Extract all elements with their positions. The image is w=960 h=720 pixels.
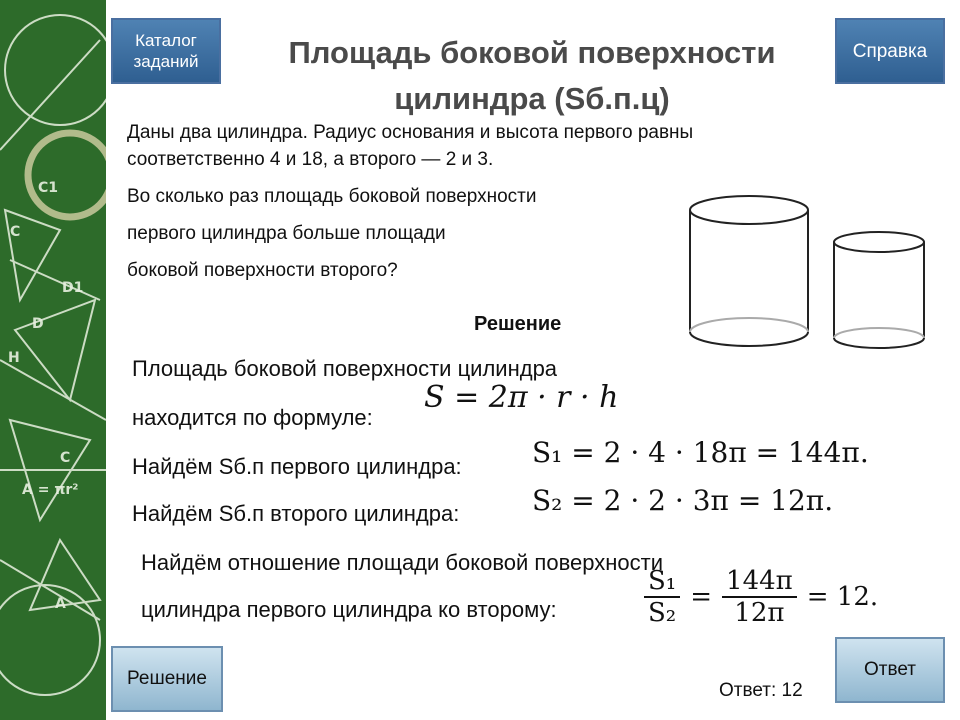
formula-s2: S₂ = 2 · 2 · 3π = 12π.	[532, 484, 834, 517]
page-title-line1: Площадь боковой поверхности	[288, 35, 776, 70]
ratio-denominator-2: 12π	[734, 598, 785, 628]
svg-text:A = πr²: A = πr²	[22, 482, 79, 498]
solution-step3: Найдём Sб.п второго цилиндра:	[132, 501, 460, 526]
ratio-fraction-2	[722, 566, 797, 628]
equals-sign: =	[690, 582, 713, 612]
solution-button-label: Решение	[127, 668, 207, 689]
cylinders-illustration	[680, 188, 940, 358]
ratio-numerator-1: S₁	[644, 566, 680, 598]
solution-heading: Решение	[474, 313, 562, 335]
ratio-result: = 12.	[806, 582, 879, 612]
page-title-line2: цилиндра (Sб.п.ц)	[394, 81, 670, 116]
solution-step1-line2: находится по формуле:	[132, 405, 373, 430]
cylinder-1-top	[690, 196, 808, 224]
formula-ratio	[644, 566, 878, 628]
svg-text:D1: D1	[62, 280, 84, 296]
catalog-button[interactable]	[111, 18, 221, 84]
help-label: Справка	[852, 40, 928, 62]
catalog-label-line2: заданий	[133, 52, 199, 71]
svg-text:C1: C1	[38, 180, 59, 196]
solution-step1-line1: Площадь боковой поверхности цилиндра	[132, 356, 558, 381]
answer-text: Ответ: 12	[719, 680, 803, 701]
ratio-fraction-1	[644, 566, 680, 628]
svg-text:A: A	[55, 596, 66, 612]
svg-text:C: C	[60, 450, 71, 466]
help-button[interactable]	[835, 18, 945, 84]
problem-line-3: Во сколько раз площадь боковой поверхности	[127, 186, 537, 207]
svg-text:H: H	[8, 350, 20, 366]
catalog-label-line1: Каталог	[135, 31, 197, 50]
svg-text:C: C	[10, 224, 21, 240]
answer-button-label: Ответ	[864, 659, 916, 680]
ratio-numerator-2: 144π	[722, 566, 797, 598]
solution-step4-line2: цилиндра первого цилиндра ко второму:	[141, 597, 557, 622]
solution-step2: Найдём Sб.п первого цилиндра:	[132, 454, 462, 479]
geometry-sketches	[0, 0, 106, 720]
solution-step4-line1: Найдём отношение площади боковой поверхности	[141, 550, 663, 575]
problem-line-2: соответственно 4 и 18, а второго — 2 и 3.	[127, 149, 494, 170]
formula-s1: S₁ = 2 · 4 · 18π = 144π.	[532, 436, 869, 469]
cylinder-2-top	[834, 232, 924, 252]
formula-general: S = 2π · r · h	[424, 380, 619, 415]
chalkboard-decoration	[0, 0, 106, 720]
page-title	[222, 30, 842, 122]
svg-text:D: D	[32, 316, 44, 332]
ratio-denominator-1: S₂	[648, 598, 677, 628]
answer-button[interactable]	[835, 637, 945, 703]
problem-line-4: первого цилиндра больше площади	[127, 223, 446, 244]
catalog-label	[133, 30, 198, 72]
problem-line-5: боковой поверхности второго?	[127, 260, 398, 281]
problem-line-1: Даны два цилиндра. Радиус основания и высота первого равны	[127, 122, 694, 143]
solution-button[interactable]	[111, 646, 223, 712]
